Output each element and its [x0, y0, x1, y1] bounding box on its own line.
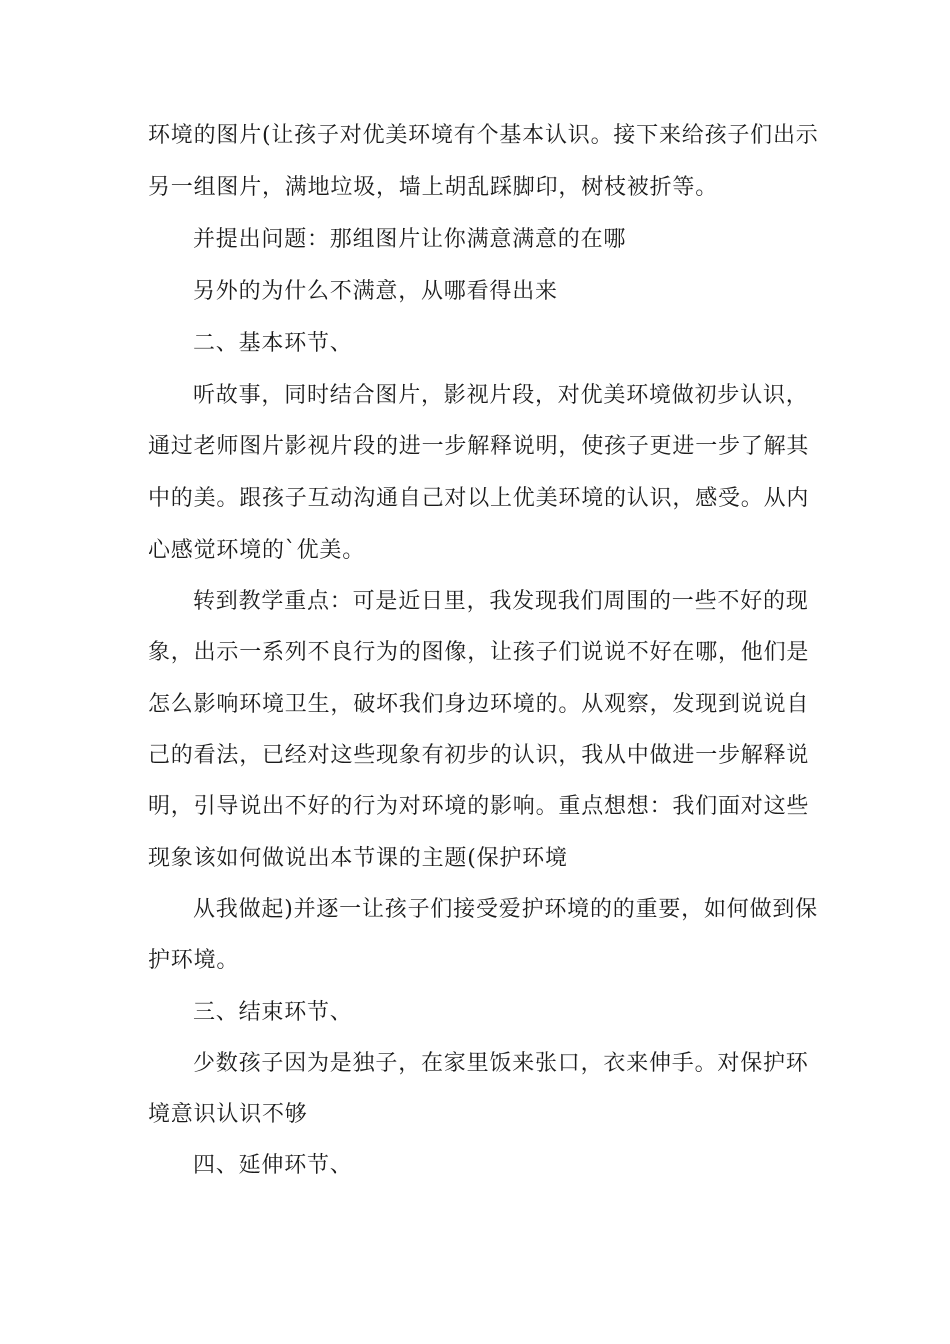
text-line: 心感觉环境的`优美。	[148, 538, 366, 563]
section-heading: 三、结束环节、	[193, 1000, 353, 1025]
section-heading: 二、基本环节、	[193, 331, 353, 356]
text-line: 明，引导说出不好的行为对环境的影响。重点想想：我们面对这些	[148, 794, 810, 819]
text-line: 另外的为什么不满意，从哪看得出来	[193, 279, 558, 304]
text-line: 现象该如何做说出本节课的主题(保护环境	[148, 846, 568, 871]
text-line: 听故事，同时结合图片，影视片段，对优美环境做初步认识，	[193, 383, 809, 408]
text-line: 护环境。	[148, 948, 240, 973]
text-line: 象，出示一系列不良行为的图像，让孩子们说说不好在哪，他们是	[148, 640, 810, 665]
text-line: 己的看法，已经对这些现象有初步的认识，我从中做进一步解释说	[148, 743, 810, 768]
text-line: 中的美。跟孩子互动沟通自己对以上优美环境的认识，感受。从内	[148, 486, 810, 511]
text-line: 从我做起)并逐一让孩子们接受爱护环境的的重要，如何做到保	[193, 897, 818, 922]
section-heading: 四、延伸环节、	[193, 1153, 353, 1178]
text-line: 另一组图片，满地垃圾，墙上胡乱踩脚印，树枝被折等。	[148, 175, 719, 200]
text-line: 怎么影响环境卫生，破坏我们身边环境的。从观察，发现到说说自	[148, 692, 810, 717]
text-line: 转到教学重点：可是近日里，我发现我们周围的一些不好的现	[193, 589, 809, 614]
text-line: 境意识认识不够	[148, 1102, 308, 1127]
text-line: 环境的图片(让孩子对优美环境有个基本认识。接下来给孩子们出示	[148, 123, 819, 148]
text-line: 少数孩子因为是独子，在家里饭来张口，衣来伸手。对保护环	[193, 1051, 809, 1076]
text-line: 并提出问题：那组图片让你满意满意的在哪	[193, 227, 627, 252]
text-line: 通过老师图片影视片段的进一步解释说明，使孩子更进一步了解其	[148, 434, 810, 459]
